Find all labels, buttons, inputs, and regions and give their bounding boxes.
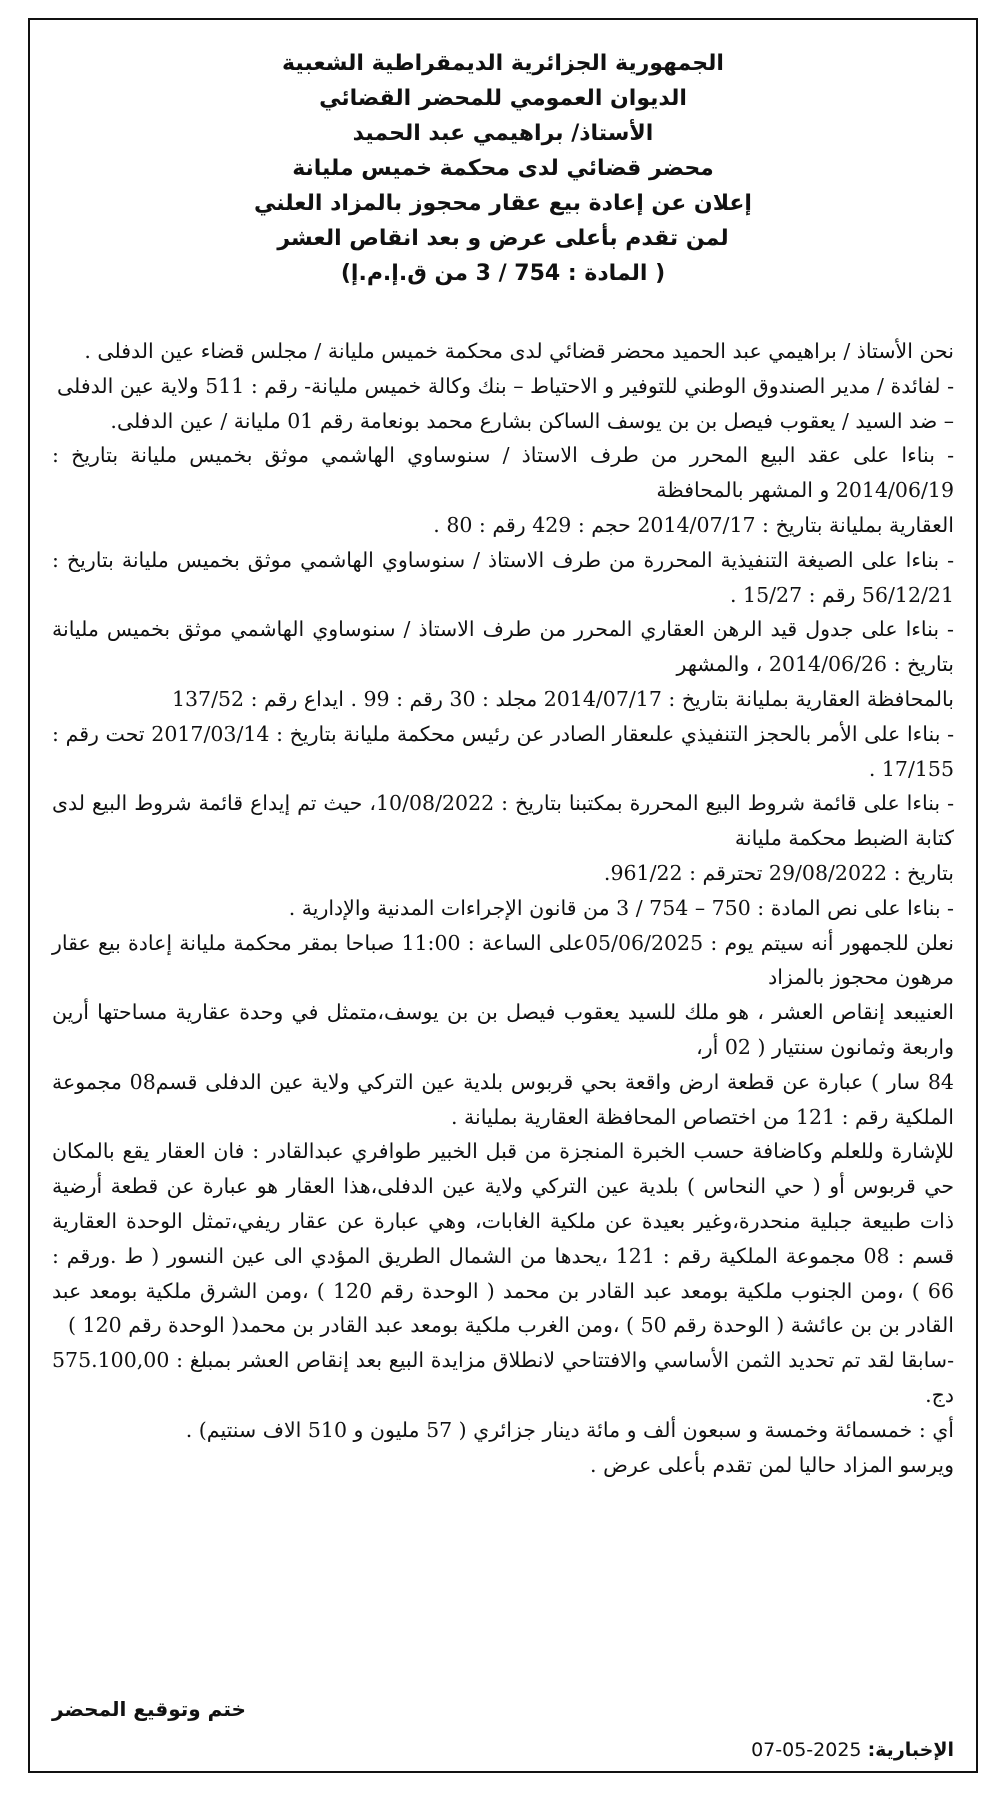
- body-paragraph: نحن الأستاذ / براهيمي عبد الحميد محضر قضائي لدى محكمة خميس مليانة / مجلس قضاء عين الدفلى .: [84, 339, 954, 363]
- body-paragraph: بتاريخ : 29/08/2022 تحترقم : 961/22.: [603, 860, 954, 885]
- announcement-header: [30, 20, 976, 291]
- seal-signature-label: ختم وتوقيع المحضر: [52, 1697, 246, 1721]
- body-paragraph: - لفائدة / مدير الصندوق الوطني للتوفير و الاحتياط – بنك وكالة خميس مليانة- رقم : 511 ولاية عين الدفلى: [56, 373, 954, 398]
- body-paragraph: - بناءا على عقد البيع المحرر من طرف الاستاذ / سنوساوي الهاشمي موثق بخميس مليانة بتاريخ : 2014/06/19 و المشهر بالمحافظة: [52, 443, 954, 503]
- body-paragraph: - بناءا على قائمة شروط البيع المحررة بمكتبنا بتاريخ : 10/08/2022، حيث تم إيداع قائمة شروط البيع لدى كتابة الضبط محكمة مليانة: [52, 791, 954, 851]
- body-paragraph: للإشارة وللعلم وكاضافة حسب الخبرة المنجزة من قبل الخبير طوافري عبدالقادر : فان العقار يقع بالمكان حي قربوس أو ( حي النحاس ) بلدية عين التركي ولاية عين الدفلى،هذا العقار هو عبارة عن قطعة أرضية ذات طبيعة جبلية منحدرة،وغير بعيدة عن ملكية الغابات، وهي عبارة عن عقار ريفي،تمثل الوحدة العقارية قسم : 08 مجموعة الملكية رقم : 121 ،يحدها من الشمال الطريق المؤدي الى عين النسور ( ط .ورقم : 66 ) ،ومن الجنوب ملكية بومعد عبد القادر بن محمد ( الوحدة رقم 120 ) ،ومن الشرق ملكية بومعد عبد القادر بن بن عائشة ( الوحدة رقم 50 ) ،ومن الغرب ملكية بومعد عبد القادر بن محمد( الوحدة رقم 120 ): [52, 1139, 955, 1338]
- header-legal-article: ( المادة : 754 / 3 من ق.إ.م.إ): [340, 261, 666, 286]
- body-paragraph: العنيبعد إنقاص العشر ، هو ملك للسيد يعقوب فيصل بن بن يوسف،متمثل في وحدة عقارية مساحتها أرين واربعة وثمانون سنتيار ( 02 أر،: [52, 1000, 954, 1059]
- header-court-line: محضر قضائي لدى محكمة خميس مليانة: [292, 156, 714, 181]
- header-country-line: الجمهورية الجزائرية الديمقراطية الشعبية: [282, 51, 724, 76]
- issue-date-line: [751, 1739, 954, 1761]
- body-paragraph: -سابقا لقد تم تحديد الثمن الأساسي والافتتاحي لانطلاق مزايدة البيع بعد إنقاص العشر بمبلغ : 575.100,00 دج.: [52, 1348, 954, 1407]
- header-announcement-title: إعلان عن إعادة بيع عقار محجوز بالمزاد العلني: [254, 191, 752, 216]
- body-paragraph: - بناءا على الصيغة التنفيذية المحررة من طرف الاستاذ / سنوساوي الهاشمي موثق بخميس مليانة بتاريخ : 56/12/21 رقم : 15/27 .: [52, 547, 954, 607]
- body-paragraph: أي : خمسمائة وخمسة و سبعون ألف و مائة دينار جزائري ( 57 مليون و 510 الاف سنتيم) .: [185, 1417, 954, 1442]
- issue-label: الإخبارية:: [867, 1739, 954, 1761]
- announcement-page: [28, 18, 978, 1773]
- body-paragraph: بالمحافظة العقارية بمليانة بتاريخ : 2014/07/17 مجلد : 30 رقم : 99 . ايداع رقم : 137/52: [171, 686, 954, 711]
- header-office-line: الديوان العمومي للمحضر القضائي: [319, 86, 687, 111]
- header-bailiff-name: الأستاذ/ براهيمي عبد الحميد: [352, 121, 654, 146]
- body-paragraph: - بناءا على نص المادة : 750 – 754 / 3 من قانون الإجراءات المدنية والإدارية .: [288, 895, 954, 920]
- body-paragraph: 84 سار ) عبارة عن قطعة ارض واقعة بحي قربوس بلدية عين التركي ولاية عين الدفلى قسم08 مجموعة الملكية رقم : 121 من اختصاص المحافظة العقارية بمليانة .: [52, 1069, 954, 1129]
- body-paragraph: نعلن للجمهور أنه سيتم يوم : 05/06/2025على الساعة : 11:00 صباحا بمقر محكمة مليانة إعادة بيع عقار مرهون محجوز بالمزاد: [52, 930, 955, 990]
- body-paragraph: - بناءا على جدول قيد الرهن العقاري المحرر من طرف الاستاذ / سنوساوي الهاشمي موثق بخميس مليانة بتاريخ : 2014/06/26 ، والمشهر: [52, 617, 954, 677]
- body-paragraph: - بناءا على الأمر بالحجز التنفيذي علىعقار الصادر عن رئيس محكمة مليانة بتاريخ : 2017/03/14 تحت رقم : 17/155 .: [52, 721, 954, 781]
- body-paragraph: ويرسو المزاد حاليا لمن تقدم بأعلى عرض .: [590, 1452, 954, 1477]
- announcement-footer: [52, 1695, 954, 1765]
- announcement-body: [52, 334, 954, 1482]
- issue-date: 2025-05-07: [751, 1739, 862, 1761]
- header-announcement-subtitle: لمن تقدم بأعلى عرض و بعد انقاص العشر: [277, 226, 729, 251]
- body-paragraph: العقارية بمليانة بتاريخ : 2014/07/17 حجم : 429 رقم : 80 .: [433, 512, 954, 537]
- body-paragraph: – ضد السيد / يعقوب فيصل بن بن يوسف الساكن بشارع محمد بونعامة رقم 01 مليانة / عين الدفلى.: [110, 408, 954, 433]
